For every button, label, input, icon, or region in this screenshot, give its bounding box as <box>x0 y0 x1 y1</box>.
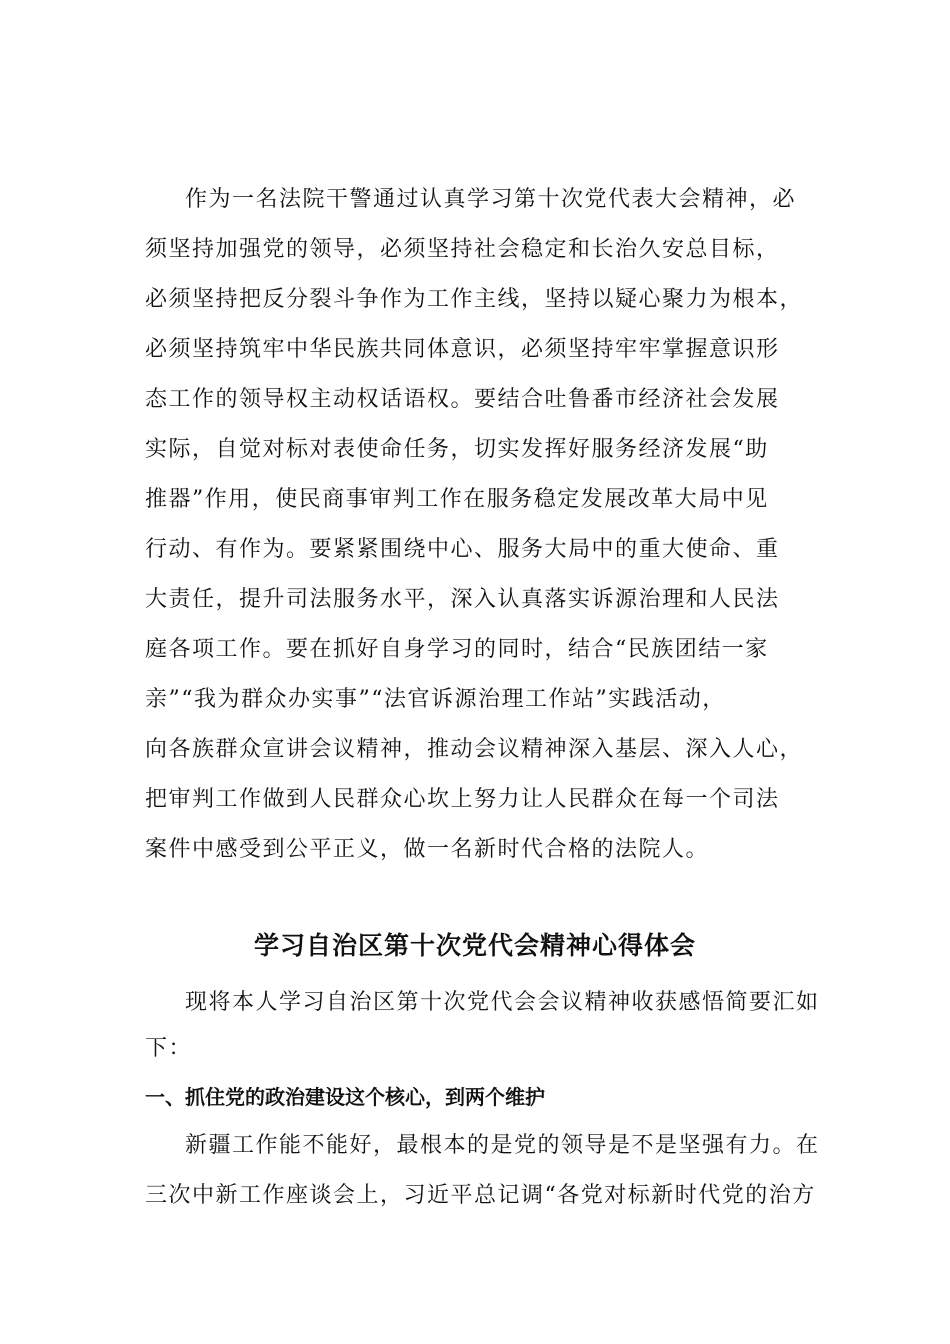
paragraph-line: 把审判工作做到人民群众心坎上努力让人民群众在每一个司法 <box>145 787 780 812</box>
document-title: 学习自治区第十次党代会精神心得体会 <box>253 931 696 960</box>
paragraph-line: 必须坚持把反分裂斗争作为工作主线，坚持以疑心聚力为根本， <box>145 287 804 312</box>
paragraph-line: 实际，自觉对标对表使命任务，切实发挥好服务经济发展“助 <box>145 437 769 462</box>
paragraph-line: 亲”“我为群众办实事”“法官诉源治理工作站”实践活动， <box>145 687 726 712</box>
paragraph-line: 庭各项工作。要在抓好自身学习的同时，结合“民族团结一家 <box>145 637 769 662</box>
intro-line: 下： <box>145 1036 193 1061</box>
paragraph-line: 行动、有作为。要紧紧围绕中心、服务大局中的重大使命、重 <box>145 537 780 562</box>
paragraph-line: 大责任，提升司法服务水平，深入认真落实诉源治理和人民法 <box>145 587 780 612</box>
paragraph-line: 态工作的领导权主动权话语权。要结合吐鲁番市经济社会发展 <box>145 387 780 412</box>
paragraph-line: 推器”作用，使民商事审判工作在服务稳定发展改革大局中见 <box>145 487 769 512</box>
section-heading: 一、抓住党的政治建设这个核心，到两个维护 <box>145 1085 545 1109</box>
paragraph-line: 须坚持加强党的领导，必须坚持社会稳定和长治久安总目标， <box>145 237 780 262</box>
paragraph-line: 三次中新工作座谈会上，习近平总记调“各党对标新时代党的治方 <box>145 1183 816 1208</box>
paragraph-line: 案件中感受到公平正义，做一名新时代合格的法院人。 <box>145 837 710 862</box>
paragraph-line: 作为一名法院干警通过认真学习第十次党代表大会精神，必 <box>185 187 797 212</box>
paragraph-line: 必须坚持筑牢中华民族共同体意识，必须坚持牢牢掌握意识形 <box>145 337 780 362</box>
intro-line: 现将本人学习自治区第十次党代会会议精神收获感悟简要汇如 <box>185 990 820 1015</box>
paragraph-line: 新疆工作能不能好，最根本的是党的领导是不是坚强有力。在 <box>185 1133 820 1158</box>
paragraph-line: 向各族群众宣讲会议精神，推动会议精神深入基层、深入人心， <box>145 737 804 762</box>
